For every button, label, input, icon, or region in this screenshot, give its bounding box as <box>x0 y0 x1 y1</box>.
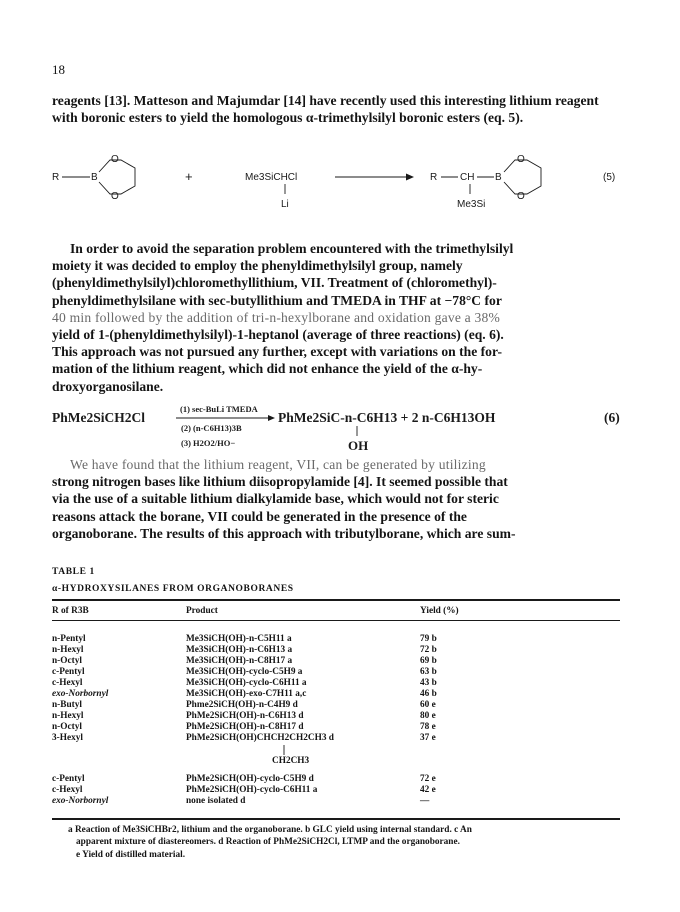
p3-line-4: reasons attack the borane, VII could be generated in the presence of the <box>52 508 467 524</box>
cell-product: PhMe2SiCH(OH)-n-C6H13 d <box>186 711 304 721</box>
cell-product: Me3SiCH(OH)-cyclo-C5H9 a <box>186 667 303 677</box>
cell-yield: 79 b <box>420 634 437 644</box>
scheme-ring-o-bottom: O <box>111 191 119 202</box>
cell-product: PhMe2SiCH(OH)-cyclo-C5H9 d <box>186 774 314 784</box>
cell-r: n-Octyl <box>52 656 82 666</box>
cell-yield: 46 b <box>420 689 437 699</box>
cell-yield: 63 b <box>420 667 437 677</box>
cell-yield: 37 e <box>420 733 436 743</box>
cell-yield: 60 e <box>420 700 436 710</box>
cell-yield: 42 e <box>420 785 436 795</box>
p3-line-5: organoborane. The results of this approach with tributylborane, which are sum- <box>52 525 516 541</box>
cell-yield: 69 b <box>420 656 437 666</box>
scheme-reagent-li: Li <box>281 199 289 210</box>
branch-bond <box>52 600 620 800</box>
p2-line-3: (phenyldimethylsilyl)chloromethyllithium, VII. Treatment of (chloromethyl)- <box>52 275 497 291</box>
cell-product: none isolated d <box>186 796 246 806</box>
cell-r: c-Hexyl <box>52 678 83 688</box>
cell-yield: — <box>420 796 430 806</box>
table-row <box>52 774 620 785</box>
cell-r: exo-Norbornyl <box>52 796 109 806</box>
p2-line-2: moiety it was decided to employ the phenyldimethylsilyl group, namely <box>52 258 463 274</box>
cell-product: Me3SiCH(OH)-n-C5H11 a <box>186 634 292 644</box>
p2-line-4: phenyldimethylsilane with sec-butyllithium and TMEDA in THF at −78°C for <box>52 292 502 308</box>
ring-product <box>504 160 541 194</box>
scheme-plus: + <box>185 169 193 184</box>
p3-line-1: We have found that the lithium reagent, VII, can be generated by utilizing <box>70 457 486 472</box>
cell-r: c-Pentyl <box>52 667 85 677</box>
table-number: TABLE 1 <box>52 567 95 577</box>
header-product: Product <box>186 606 218 616</box>
scheme-product-me3si: Me3Si <box>457 199 486 210</box>
p2-line-8: mation of the lithium reagent, which did not enhance the yield of the α-hy- <box>52 361 483 377</box>
eq6-condition-3: (3) H2O2/HO− <box>181 438 236 448</box>
scheme-ring-o-top: O <box>111 154 119 165</box>
header-yield: Yield (%) <box>420 606 459 616</box>
cell-yield: 80 e <box>420 711 436 721</box>
scheme-product-ch: CH <box>460 172 475 183</box>
scheme-reagent: Me3SiCHCl <box>245 172 298 183</box>
eq6-condition-1: (1) sec-BuLi TMEDA <box>180 404 258 414</box>
cell-product: Me3SiCH(OH)-n-C6H13 a <box>186 645 293 655</box>
cell-r: 3-Hexyl <box>52 733 83 743</box>
cell-r: c-Hexyl <box>52 785 83 795</box>
paragraph-intro: reagents [13]. Matteson and Majumdar [14] have recently used this interesting lithium reagent with boronic esters to yield the homologous α-trimethylsilyl boronic esters (eq. 5). <box>52 93 599 126</box>
cell-product: PhMe2SiCH(OH)CHCH2CH2CH3 d <box>186 733 334 743</box>
eq6-product: PhMe2SiC-n-C6H13 + 2 n-C6H13OH <box>278 410 496 425</box>
footnote-line-1: a Reaction of Me3SiCHBr2, lithium and the organoborane. b GLC yield using internal standard. c An <box>68 825 472 835</box>
cell-yield: 72 b <box>420 645 437 655</box>
cell-yield: 43 b <box>420 678 437 688</box>
cell-r: exo-Norbornyl <box>52 689 109 699</box>
p2-line-1: In order to avoid the separation problem encountered with the trimethylsilyl <box>70 241 514 256</box>
eq6-condition-2: (2) (n-C6H13)3B <box>181 423 242 433</box>
scheme-product-r: R <box>430 172 438 183</box>
scheme-product-b: B <box>495 172 502 183</box>
eq6-product-oh: OH <box>348 438 369 453</box>
scheme-product-o-bottom: O <box>517 191 525 202</box>
cell-r: n-Pentyl <box>52 634 86 644</box>
paragraph-phenyldimethylsilyl <box>52 240 622 395</box>
scheme-reactant-r: R <box>52 172 60 183</box>
p2-line-9: droxyorganosilane. <box>52 378 164 394</box>
table-row <box>52 796 620 807</box>
cell-product: Me3SiCH(OH)-cyclo-C6H11 a <box>186 678 307 688</box>
cell-product: PhMe2SiCH(OH)-cyclo-C6H11 a <box>186 785 318 795</box>
cell-yield: 72 e <box>420 774 436 784</box>
footnote-line-2: apparent mixture of diastereomers. d Reaction of PhMe2SiCH2Cl, LTMP and the organoborane. <box>76 837 460 848</box>
cell-product: Me3SiCH(OH)-n-C8H17 a <box>186 656 293 666</box>
header-r-of-r3b: R of R3B <box>52 606 89 616</box>
footnote-line-3: e Yield of distilled material. <box>76 849 186 860</box>
cell-yield: 78 e <box>420 722 436 732</box>
table-title: α-HYDROXYSILANES FROM ORGANOBORANES <box>52 584 294 594</box>
table-bottom-rule <box>52 818 620 820</box>
arrowhead-5 <box>406 174 414 181</box>
cell-r: n-Octyl <box>52 722 82 732</box>
p2-line-5: 40 min followed by the addition of tri-n-hexylborane and oxidation gave a 38% <box>52 309 501 325</box>
cell-r: n-Hexyl <box>52 711 84 721</box>
branch-ethyl-label: CH2CH3 <box>272 756 310 766</box>
cell-r: c-Pentyl <box>52 774 85 784</box>
scheme-reactant-b: B <box>91 172 98 183</box>
p3-line-3: via the use of a suitable lithium dialkylamide base, which would not for steric <box>52 491 499 507</box>
equation-6 <box>0 400 680 456</box>
table-row <box>52 785 620 796</box>
page-number: 18 <box>52 62 65 77</box>
eq-number-6: (6) <box>604 410 620 425</box>
cell-r: n-Hexyl <box>52 645 84 655</box>
p3-line-2: strong nitrogen bases like lithium diisopropylamide [4]. It seemed possible that <box>52 474 508 490</box>
cell-r: n-Butyl <box>52 700 82 710</box>
reaction-scheme-5 <box>0 150 680 240</box>
p2-line-7: This approach was not pursued any further, except with variations on the for- <box>52 344 503 360</box>
eq6-reactant: PhMe2SiCH2Cl <box>52 410 145 425</box>
table-footnotes <box>68 824 624 861</box>
eq-number-5: (5) <box>603 172 616 183</box>
ring-reactant <box>99 160 135 194</box>
cell-product: Phme2SiCH(OH)-n-C4H9 d <box>186 700 298 710</box>
cell-product: PhMe2SiCH(OH)-n-C8H17 d <box>186 722 304 732</box>
paragraph-lda <box>52 456 622 542</box>
scheme-product-o-top: O <box>517 154 525 165</box>
p2-line-6: yield of 1-(phenyldimethylsilyl)-1-heptanol (average of three reactions) (eq. 6). <box>52 327 504 343</box>
cell-product: Me3SiCH(OH)-exo-C7H11 a,c <box>186 689 307 699</box>
